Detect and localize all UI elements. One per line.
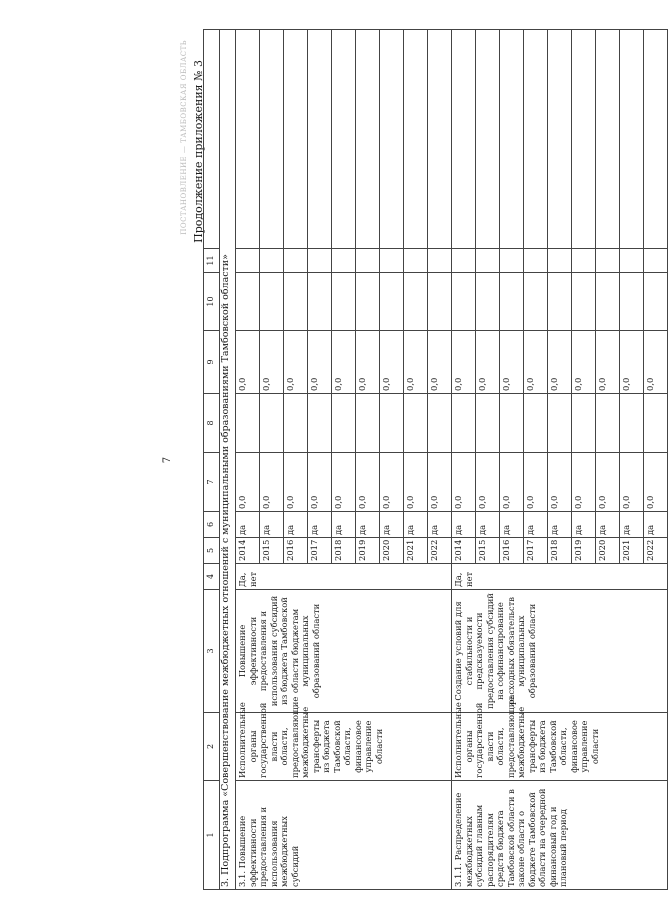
answer-cell: да [380,512,404,538]
empty-col-blank [284,30,308,249]
answer-cell: да [548,512,572,538]
header-col-1: 1 [204,781,220,890]
empty-col-10 [476,273,500,331]
value-col-7: 0,0 [236,453,260,512]
appendix-label: Продолжение приложения № 3 [192,60,205,243]
empty-col-8 [548,394,572,453]
year-cell: 2016 [500,538,524,564]
year-cell: 2019 [572,538,596,564]
value-col-9: 0,0 [380,331,404,394]
empty-col-blank [500,30,524,249]
empty-col-blank [476,30,500,249]
value-col-7: 0,0 [284,453,308,512]
empty-col-11 [572,249,596,273]
empty-col-blank [524,30,548,249]
empty-col-blank [548,30,572,249]
empty-col-blank [452,30,476,249]
year-cell: 2018 [332,538,356,564]
value-col-7: 0,0 [500,453,524,512]
value-col-9: 0,0 [500,331,524,394]
empty-col-8 [524,394,548,453]
value-col-9: 0,0 [524,331,548,394]
year-cell: 2016 [284,538,308,564]
value-col-9: 0,0 [332,331,356,394]
answer-cell: да [284,512,308,538]
yes-no-indicator: Да, нет [236,564,452,590]
year-cell: 2015 [476,538,500,564]
value-col-9: 0,0 [308,331,332,394]
value-col-9: 0,0 [476,331,500,394]
value-col-9: 0,0 [404,331,428,394]
answer-cell: да [404,512,428,538]
empty-col-blank [308,30,332,249]
answer-cell: да [620,512,644,538]
value-col-7: 0,0 [356,453,380,512]
value-col-7: 0,0 [596,453,620,512]
table-row [452,30,476,890]
empty-col-10 [428,273,452,331]
empty-col-11 [452,249,476,273]
header-number-row [204,30,220,890]
empty-col-10 [500,273,524,331]
empty-col-8 [572,394,596,453]
empty-col-blank [236,30,260,249]
value-col-9: 0,0 [260,331,284,394]
empty-col-11 [476,249,500,273]
year-cell: 2022 [644,538,668,564]
empty-col-8 [428,394,452,453]
value-col-9: 0,0 [548,331,572,394]
program-table [203,29,668,890]
year-cell: 2014 [236,538,260,564]
answer-cell: да [500,512,524,538]
value-col-7: 0,0 [380,453,404,512]
empty-col-10 [596,273,620,331]
empty-col-11 [644,249,668,273]
empty-col-8 [596,394,620,453]
empty-col-11 [332,249,356,273]
year-cell: 2021 [404,538,428,564]
value-col-7: 0,0 [644,453,668,512]
empty-col-10 [236,273,260,331]
table-body [220,30,668,890]
empty-col-8 [500,394,524,453]
answer-cell: да [356,512,380,538]
empty-col-10 [260,273,284,331]
header-col-10: 10 [204,273,220,331]
empty-col-8 [380,394,404,453]
empty-col-11 [620,249,644,273]
empty-col-blank [260,30,284,249]
empty-col-8 [284,394,308,453]
header-col-9: 9 [204,331,220,394]
empty-col-8 [404,394,428,453]
year-cell: 2017 [524,538,548,564]
empty-col-10 [404,273,428,331]
value-col-7: 0,0 [308,453,332,512]
header-col-11: 11 [204,249,220,273]
goal-description: Повышение эффективности предоставления и использования субсидий из бюджета Тамбовской области бюджетам муниципальных образований области [236,590,452,713]
value-col-9: 0,0 [572,331,596,394]
header-col-7: 7 [204,453,220,512]
executor: Исполнительные органы государственной власти области, предоставляющие межбюджетные трансферты из бюджета Тамбовской области, финансовое управление области [452,713,668,781]
rotated-landscape-page [150,30,655,890]
value-col-7: 0,0 [620,453,644,512]
empty-col-11 [308,249,332,273]
value-col-9: 0,0 [236,331,260,394]
empty-col-blank [596,30,620,249]
value-col-7: 0,0 [452,453,476,512]
executor: Исполнительные органы государственной власти области, предоставляющие межбюджетные трансферты из бюджета Тамбовской области, финансовое управление области [236,713,452,781]
value-col-7: 0,0 [524,453,548,512]
value-col-7: 0,0 [332,453,356,512]
table-row [236,30,260,890]
header-col-8: 8 [204,394,220,453]
answer-cell: да [644,512,668,538]
empty-col-8 [476,394,500,453]
empty-col-blank [620,30,644,249]
header-col-blank [204,30,220,249]
empty-col-11 [236,249,260,273]
year-cell: 2020 [596,538,620,564]
empty-col-11 [428,249,452,273]
empty-col-10 [572,273,596,331]
empty-col-11 [548,249,572,273]
year-cell: 2022 [428,538,452,564]
answer-cell: да [572,512,596,538]
answer-cell: да [332,512,356,538]
answer-cell: да [308,512,332,538]
empty-col-8 [332,394,356,453]
empty-col-8 [452,394,476,453]
empty-col-blank [572,30,596,249]
answer-cell: да [428,512,452,538]
yes-no-indicator: Да, нет [452,564,668,590]
subprogram-title: 3. Подпрограмма «Совершенствование межбюджетных отношений с муниципальными образованиями Тамбовской области» [220,30,236,890]
empty-col-10 [332,273,356,331]
year-cell: 2021 [620,538,644,564]
empty-col-blank [644,30,668,249]
value-col-9: 0,0 [620,331,644,394]
faint-stamp: ПОСТАНОВЛЕНИЕ — ТАМБОВСКАЯ ОБЛАСТЬ [180,40,188,235]
answer-cell: да [236,512,260,538]
value-col-9: 0,0 [428,331,452,394]
empty-col-8 [260,394,284,453]
goal-description: Создание условий для стабильности и предсказуемости предоставления субсидий на софинансирование расходных обязательств муниципальных образований области [452,590,668,713]
empty-col-11 [284,249,308,273]
empty-col-10 [380,273,404,331]
empty-col-11 [596,249,620,273]
year-cell: 2015 [260,538,284,564]
header-col-4: 4 [204,564,220,590]
header-col-3: 3 [204,590,220,713]
year-cell: 2018 [548,538,572,564]
value-col-7: 0,0 [260,453,284,512]
header-col-6: 6 [204,512,220,538]
value-col-9: 0,0 [452,331,476,394]
empty-col-11 [380,249,404,273]
answer-cell: да [524,512,548,538]
empty-col-10 [356,273,380,331]
value-col-7: 0,0 [572,453,596,512]
empty-col-11 [404,249,428,273]
empty-col-11 [524,249,548,273]
empty-col-8 [356,394,380,453]
value-col-7: 0,0 [476,453,500,512]
empty-col-blank [404,30,428,249]
empty-col-11 [356,249,380,273]
empty-col-10 [644,273,668,331]
empty-col-8 [620,394,644,453]
header-col-5: 5 [204,538,220,564]
value-col-7: 0,0 [404,453,428,512]
value-col-9: 0,0 [284,331,308,394]
empty-col-blank [380,30,404,249]
value-col-9: 0,0 [596,331,620,394]
measure-name: 3.1. Повышение эффективности предоставления и использования межбюджетных субсидий [236,781,452,890]
value-col-9: 0,0 [644,331,668,394]
answer-cell: да [260,512,284,538]
empty-col-blank [332,30,356,249]
year-cell: 2020 [380,538,404,564]
year-cell: 2019 [356,538,380,564]
empty-col-8 [308,394,332,453]
measure-name: 3.1.1. Распределение межбюджетных субсидий главным распорядителям средств бюджета Тамбовской области в законе области о бюджете Тамбовской области на очередной финансовый год и плановый период [452,781,668,890]
answer-cell: да [596,512,620,538]
empty-col-10 [620,273,644,331]
empty-col-blank [356,30,380,249]
subprogram-row [220,30,236,890]
value-col-9: 0,0 [356,331,380,394]
empty-col-10 [524,273,548,331]
header-col-2: 2 [204,713,220,781]
answer-cell: да [452,512,476,538]
empty-col-10 [284,273,308,331]
value-col-7: 0,0 [428,453,452,512]
year-cell: 2014 [452,538,476,564]
empty-col-10 [308,273,332,331]
empty-col-11 [260,249,284,273]
empty-col-blank [428,30,452,249]
value-col-7: 0,0 [548,453,572,512]
empty-col-8 [236,394,260,453]
empty-col-8 [644,394,668,453]
empty-col-10 [548,273,572,331]
empty-col-10 [452,273,476,331]
answer-cell: да [476,512,500,538]
year-cell: 2017 [308,538,332,564]
empty-col-11 [500,249,524,273]
page-number: 7 [162,456,173,464]
